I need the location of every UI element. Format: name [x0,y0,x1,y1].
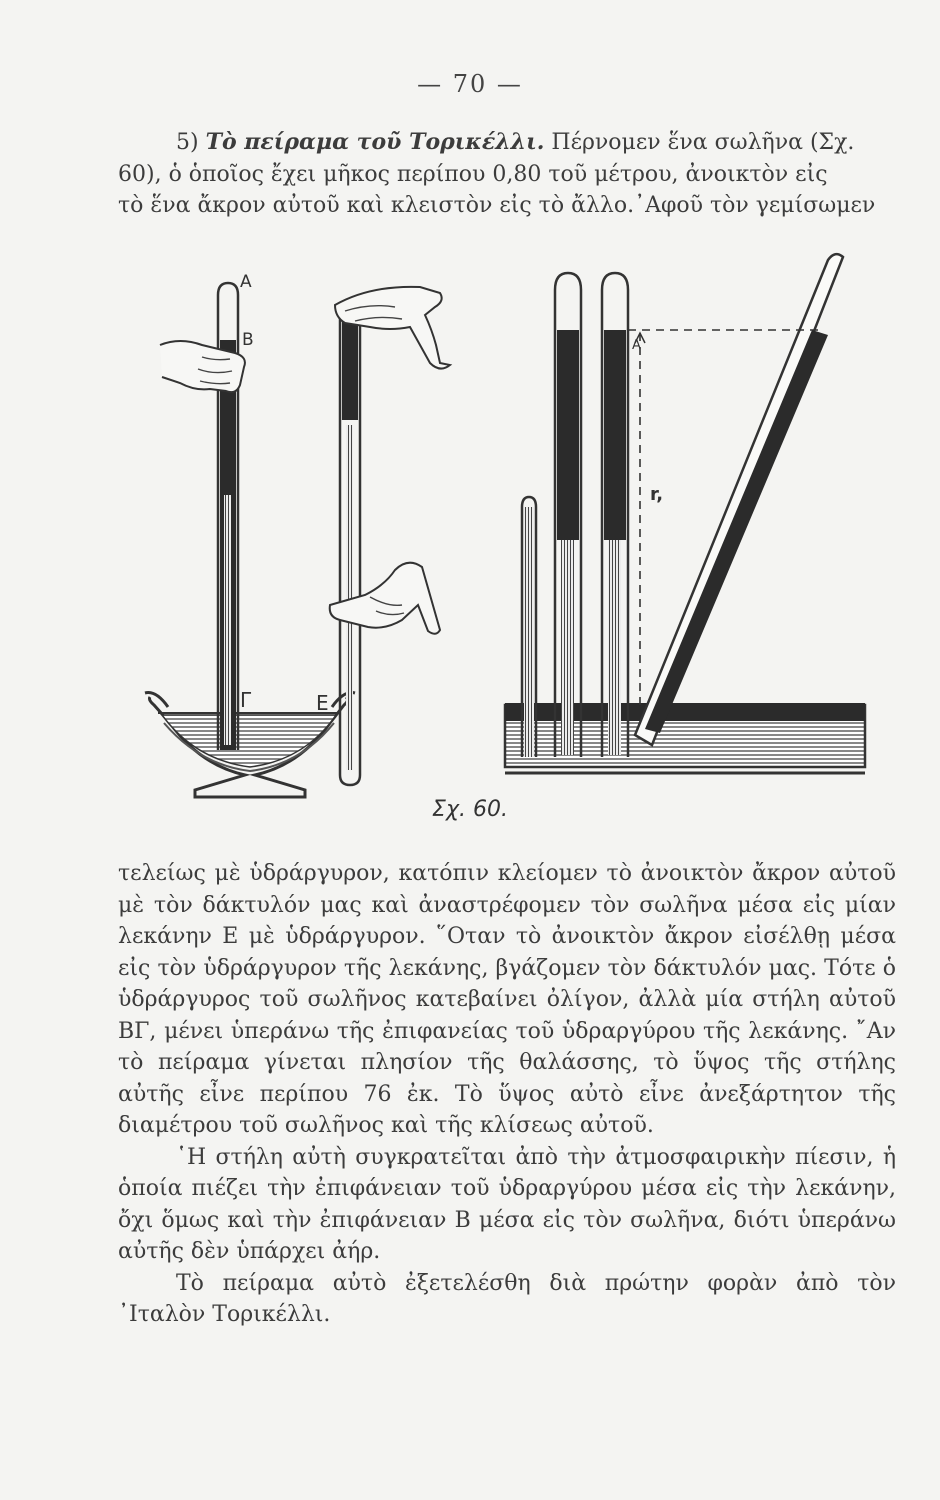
torricelli-figure [140,245,880,805]
section-title: Τὸ πείραμα τοῦ Τορικέλλι. [205,129,545,155]
left-apparatus [145,283,450,797]
figure-caption: Σχ. 60. [432,797,508,822]
intro-paragraph [118,127,896,222]
label-E: Ε [316,691,329,715]
tube-inclined [635,254,843,745]
page-number: — 70 — [417,70,523,98]
intro-line-3: τὸ ἕνα ἄκρον αὐτοῦ καὶ κλειστὸν εἰς τὸ ἄλλο.᾿Αφοῦ τὸν γεμίσωμεν [118,193,876,218]
label-A-left: Α [240,272,252,292]
intro-line-1 [118,127,896,159]
body-text [118,858,896,1331]
right-apparatus [505,254,865,773]
paragraph-1: τελείως μὲ ὑδράργυρον, κατόπιν κλείομεν τὸ ἀνοικτὸν ἄκρον αὐτοῦ μὲ τὸν δάκτυλόν μας καὶ ἀναστρέφομεν τὸν σωλῆνα μέσα εἰς μίαν λεκάνην Ε μὲ ὑδράργυρον. ῞Οταν τὸ ἀνοικτὸν ἄκρον εἰσέλθῃ μέσα εἰς τὸν ὑδράργυρον τῆς λεκάνης, βγάζομεν τὸν δάκτυλόν μας. Τότε ὁ ὑδράργυρος τοῦ σωλῆνος κατεβαίνει ὀλίγον, ἀλλὰ μία στήλη αὐτοῦ ΒΓ, μένει ὑπεράνω τῆς ἐπιφανείας τοῦ ὑδραργύρου τῆς λεκάνης. ῎Αν τὸ πείραμα γίνεται πλησίον τῆς θαλάσσης, τὸ ὕψος τῆς στήλης αὐτῆς εἶνε περίπου 76 ἐκ. Τὸ ὕψος αὐτὸ εἶνε ἀνεξάρτητον τῆς διαμέτρου τοῦ σωλῆνος καὶ τῆς κλίσεως αὐτοῦ. [118,861,896,1138]
paragraph-2: ῾Η στήλη αὐτὴ συγκρατεῖται ἀπὸ τὴν ἀτμοσφαιρικὴν πίεσιν, ἡ ὁποία πιέζει τὴν ἐπιφάνειαν τοῦ ὑδραργύρου μέσα εἰς τὴν λεκάνην, ὄχι ὅμως καὶ τὴν ἐπιφάνειαν Β μέσα εἰς τὸν σωλῆνα, διότι ὑπεράνω αὐτῆς δὲν ὑπάρχει ἀήρ. [118,1144,896,1264]
label-B: Β [242,330,254,350]
label-A-right: Α [632,338,641,353]
intro-line-1-rest: Πέρνομεν ἕνα σωλῆνα (Σχ. [544,130,855,155]
intro-line-2: 60), ὁ ὁποῖος ἔχει μῆκος περίπου 0,80 τοῦ μέτρου, ἀνοικτὸν εἰς [118,161,828,187]
section-number: 5) [176,130,199,155]
label-r: r, [650,484,664,505]
paragraph-3: Τὸ πείραμα αὐτὸ ἐξετελέσθη διὰ πρώτην φορὰν ἀπὸ τὸν ᾿Ιταλὸν Τορικέλλι. [118,1270,896,1327]
label-G: Γ [240,688,252,712]
